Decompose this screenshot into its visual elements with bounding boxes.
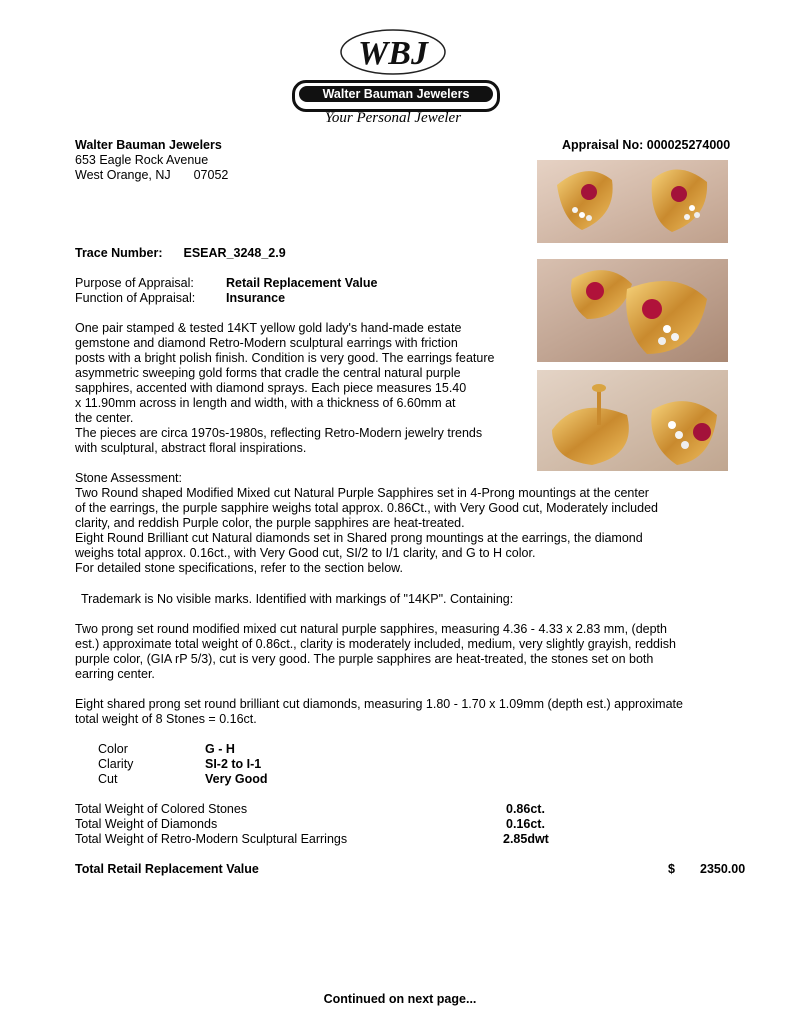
grade-value-cut: Very Good [205, 772, 268, 786]
earring-photo-3 [537, 370, 728, 471]
function-label: Function of Appraisal: [75, 291, 196, 305]
total-label-colored: Total Weight of Colored Stones [75, 802, 248, 816]
company-city [75, 168, 228, 183]
diamond-detail-line: Eight shared prong set round brilliant cut diamonds, measuring 1.80 - 1.70 x 1.09mm (depth est.) approximate [75, 697, 683, 711]
company-address: 653 Eagle Rock Avenue [75, 153, 209, 167]
sapphire-detail-line: est.) approximate total weight of 0.86ct., clarity is moderately included, medium, very slightly grayish, reddish [75, 637, 676, 651]
sapphire-detail-line: earring center. [75, 667, 155, 681]
function-value: Insurance [226, 291, 286, 305]
total-value-colored: 0.86ct. [506, 802, 545, 816]
sapphire-detail [75, 622, 755, 682]
purpose-label: Purpose of Appraisal: [75, 276, 194, 290]
grade-label-color: Color [98, 742, 128, 756]
description-line: posts with a bright polish finish. Condition is very good. The earrings feature [75, 351, 495, 365]
grade-value-clarity: SI-2 to I-1 [205, 757, 262, 771]
grand-total-label: Total Retail Replacement Value [75, 862, 259, 876]
appraisal-value: 000025274000 [646, 138, 731, 152]
zip-code: 07052 [193, 168, 229, 182]
company-name: Walter Bauman Jewelers [75, 138, 222, 152]
trace-number [75, 246, 286, 261]
description-line: One pair stamped & tested 14KT yellow gold lady's hand-made estate [75, 321, 462, 335]
description-line: with sculptural, abstract floral inspirations. [75, 441, 307, 455]
total-label-diamonds: Total Weight of Diamonds [75, 817, 218, 831]
stone-assessment-heading: Stone Assessment: [75, 471, 183, 485]
diamond-detail [75, 697, 755, 727]
sapphire-detail-line: purple color, (GIA rP 5/3), cut is very good. The purple sapphires are heat-treated, the stones set on both [75, 652, 654, 666]
description-line: sapphires, accented with diamond sprays. Each piece measures 15.40 [75, 381, 467, 395]
grand-total-currency: $ [668, 862, 675, 876]
stone-assessment-line: of the earrings, the purple sapphire weighs total approx. 0.86Ct., with Very Good cut, Moderately included [75, 501, 658, 515]
total-label-earrings: Total Weight of Retro-Modern Sculptural Earrings [75, 832, 348, 846]
trace-value: ESEAR_3248_2.9 [183, 246, 286, 260]
description-line: gemstone and diamond Retro-Modern sculptural earrings with friction [75, 336, 458, 350]
description-line: asymmetric sweeping gold forms that cradle the central natural purple [75, 366, 461, 380]
logo-name: Walter Bauman Jewelers [299, 86, 493, 102]
description-line: The pieces are circa 1970s-1980s, reflecting Retro-Modern jewelry trends [75, 426, 483, 440]
grade-label-clarity: Clarity [98, 757, 134, 771]
earring-photo-1 [537, 160, 728, 243]
purpose-value: Retail Replacement Value [226, 276, 378, 290]
monogram-text: WBJ [358, 35, 428, 72]
stone-assessment [75, 471, 725, 576]
stone-assessment-line: weighs total approx. 0.16ct., with Very Good cut, SI/2 to I/1 clarity, and G to H color. [75, 546, 536, 560]
sapphire-detail-line: Two prong set round modified mixed cut natural purple sapphires, measuring 4.36 - 4.33 x 2.83 mm, (depth [75, 622, 667, 636]
stone-assessment-line: For detailed stone specifications, refer to the section below. [75, 561, 403, 575]
logo-banner [292, 80, 500, 112]
earring-photo-2 [537, 259, 728, 362]
description-line: x 11.90mm across in length and width, with a thickness of 6.60mm at [75, 396, 456, 410]
city-state: West Orange, NJ [75, 168, 171, 182]
appraisal-number [562, 138, 730, 153]
grade-value-color: G - H [205, 742, 235, 756]
appraisal-label: Appraisal No: [562, 138, 644, 152]
stone-assessment-line: Eight Round Brilliant cut Natural diamonds set in Shared prong mountings at the earrings, the diamond [75, 531, 643, 545]
grand-total-amount: 2350.00 [700, 862, 746, 876]
grade-label-cut: Cut [98, 772, 118, 786]
logo-tagline: Your Personal Jeweler [324, 110, 462, 126]
stone-assessment-line: Two Round shaped Modified Mixed cut Natural Purple Sapphires set in 4-Prong mountings at the center [75, 486, 649, 500]
stone-assessment-line: clarity, and reddish Purple color, the purple sapphires are heat-treated. [75, 516, 465, 530]
continued-note: Continued on next page... [323, 992, 477, 1006]
diamond-detail-line: total weight of 8 Stones = 0.16ct. [75, 712, 257, 726]
trademark-note: Trademark is No visible marks. Identified with markings of "14KP". Containing: [81, 592, 514, 606]
trace-label: Trace Number: [75, 246, 163, 260]
total-value-diamonds: 0.16ct. [506, 817, 545, 831]
description-line: the center. [75, 411, 134, 425]
item-description [75, 321, 535, 456]
total-value-earrings: 2.85dwt [503, 832, 549, 846]
monogram-logo [333, 24, 453, 80]
